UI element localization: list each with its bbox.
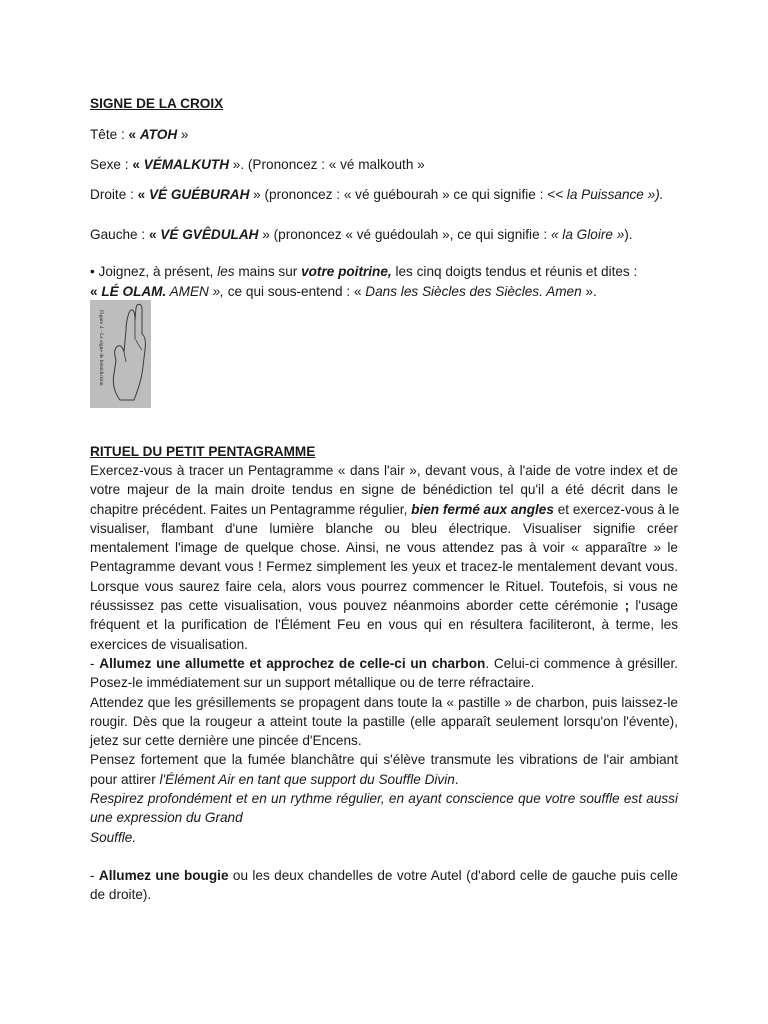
text-run: Dans les Siècles des Siècles. Amen xyxy=(365,284,582,299)
line-gauche xyxy=(90,225,633,244)
text-run: réussissez pas cette visualisation, vous pouvez néanmoins aborder cette cérémonie xyxy=(90,598,625,614)
text-run: ». xyxy=(581,284,597,299)
para-line: Pentagramme devant vous ! Fermez simplement les yeux et tracez-le mentalement devant vous. xyxy=(90,559,678,575)
text-run: Allumez une allumette et approchez de celle-ci un charbon xyxy=(99,655,486,671)
para-line: Lorsque vous saurez faire cela, alors vous pourrez commencer le Rituel. Toutefois, si vous ne xyxy=(90,578,678,594)
para-line-bougie xyxy=(90,866,678,885)
blank-line xyxy=(90,847,678,866)
para-line: visualiser, flambant d'une lumière blanche ou bleu électrique. Visualiser signifie créer xyxy=(90,520,678,536)
section-heading-pentagramme: RITUEL DU PETIT PENTAGRAMME xyxy=(90,444,316,459)
para-line: exercices de visualisation. xyxy=(90,636,248,652)
quote-open: « xyxy=(132,157,144,172)
word-ve-gueburah: VÉ GUÉBURAH xyxy=(148,187,250,202)
meaning-end: ). xyxy=(624,227,633,242)
word-atoh: ATOH xyxy=(139,127,178,142)
para-line xyxy=(90,596,678,615)
text-run: l'Élément Air en tant que support du Souffle Divin xyxy=(159,771,455,787)
quote-close: » xyxy=(177,127,189,142)
para-line-allumette xyxy=(90,654,678,673)
text-run: les xyxy=(217,264,235,279)
text-run: Allumez une bougie xyxy=(98,867,229,883)
para-line: votre majeur de la main droite tendus en signe de bénédiction tel qu'il a été décrit dans le xyxy=(90,482,678,498)
meaning-gauche: « la Gloire » xyxy=(550,227,625,242)
line-droite xyxy=(90,185,664,204)
text-run: • Joignez, à présent, xyxy=(90,264,218,279)
label-tete: Tête : xyxy=(90,127,129,142)
text-run: ; xyxy=(624,598,630,614)
section-heading-croix: SIGNE DE LA CROIX xyxy=(90,96,224,111)
text-run: chapitre précédent. Faites un Pentagramme régulier, xyxy=(90,501,412,517)
quote-open: « xyxy=(137,187,149,202)
word-vemalkuth: VÉMALKUTH xyxy=(143,157,230,172)
para-line: Posez-le immédiatement sur un support métallique ou de terre réfractaire. xyxy=(90,675,535,691)
para-line: Souffle. xyxy=(90,829,137,845)
para-line: mentalement l'image de quelque chose. Ainsi, ne vous attendez pas à voir « apparaître » le xyxy=(90,540,678,556)
line-joignez xyxy=(90,262,637,281)
line-amen xyxy=(90,282,597,301)
quote-open: « xyxy=(128,127,140,142)
text-run: ou les deux chandelles de votre Autel (d'abord celle de gauche puis celle xyxy=(228,867,678,883)
text-run: AMEN », xyxy=(166,284,224,299)
text-run: - xyxy=(90,867,99,883)
label-sexe: Sexe : xyxy=(90,157,133,172)
pronunciation-gauche: » (prononcez « vé guédoulah », ce qui signifie : xyxy=(258,227,551,242)
text-run: les cinq doigts tendus et réunis et dites : xyxy=(391,264,638,279)
para-line: rougir. Dès que la rougeur a atteint toute la pastille (elle apparaît seulement lorsqu'on l'évente), xyxy=(90,713,678,729)
blessing-hand-figure xyxy=(90,300,151,408)
line-sexe xyxy=(90,155,425,174)
para-line xyxy=(90,500,678,519)
para-line-attendez: Attendez que les grésillements se propagent dans toute la « pastille » de charbon, puis laissez-le xyxy=(90,694,678,710)
para-line: Exercez-vous à tracer un Pentagramme « dans l'air », devant vous, à l'aide de votre index et de xyxy=(90,463,678,478)
text-run: . Celui-ci commence à grésiller. xyxy=(485,655,678,671)
para-line-pensez: Pensez fortement que la fumée blanchâtre qui s'élève transmute les vibrations de l'air ambiant xyxy=(90,752,678,768)
meaning-droite: << la Puissance »). xyxy=(547,187,664,202)
label-droite: Droite : xyxy=(90,187,138,202)
para-line: de droite). xyxy=(90,887,152,903)
para-line-respirez: Respirez profondément et en un rythme régulier, en ayant conscience que votre souffle est aussi xyxy=(90,791,678,807)
text-run: mains sur xyxy=(234,264,302,279)
text-run: . xyxy=(454,771,459,787)
line-tete xyxy=(90,125,188,144)
text-run: ce qui sous-entend : « xyxy=(223,284,366,299)
svg-text:Figure 4 - Le signe de bénédic: Figure 4 - Le signe de bénédiction xyxy=(98,310,104,386)
paragraph-exercez xyxy=(90,461,678,905)
blessing-hand-icon xyxy=(90,300,151,408)
para-line xyxy=(90,770,678,789)
label-gauche: Gauche : xyxy=(90,227,149,242)
text-run: - xyxy=(90,655,100,671)
text-run: pour attirer xyxy=(90,771,160,787)
pronunciation-droite: » (prononcez : « vé guébourah » ce qui signifie : xyxy=(249,187,548,202)
quote-open: « xyxy=(148,227,161,242)
para-line: une expression du Grand xyxy=(90,810,243,826)
para-line: jetez sur cette dernière une pincée d'Encens. xyxy=(90,733,362,749)
text-run: « xyxy=(90,284,102,299)
text-run: bien fermé aux angles xyxy=(411,501,554,517)
text-run: et exercez-vous à le xyxy=(553,501,680,517)
text-run: votre poitrine, xyxy=(301,264,392,279)
word-ve-gvedulah: VÉ GVÊDULAH xyxy=(160,227,259,242)
para-line: fréquent et la purification de l'Élément Feu en vous qui en résultera faciliteront, à terme, les xyxy=(90,617,678,633)
text-run: l'usage xyxy=(629,598,678,614)
text-run: LÉ OLAM. xyxy=(101,284,167,299)
pronunciation-sexe: ». (Prononcez : « vé malkouth » xyxy=(229,157,425,172)
